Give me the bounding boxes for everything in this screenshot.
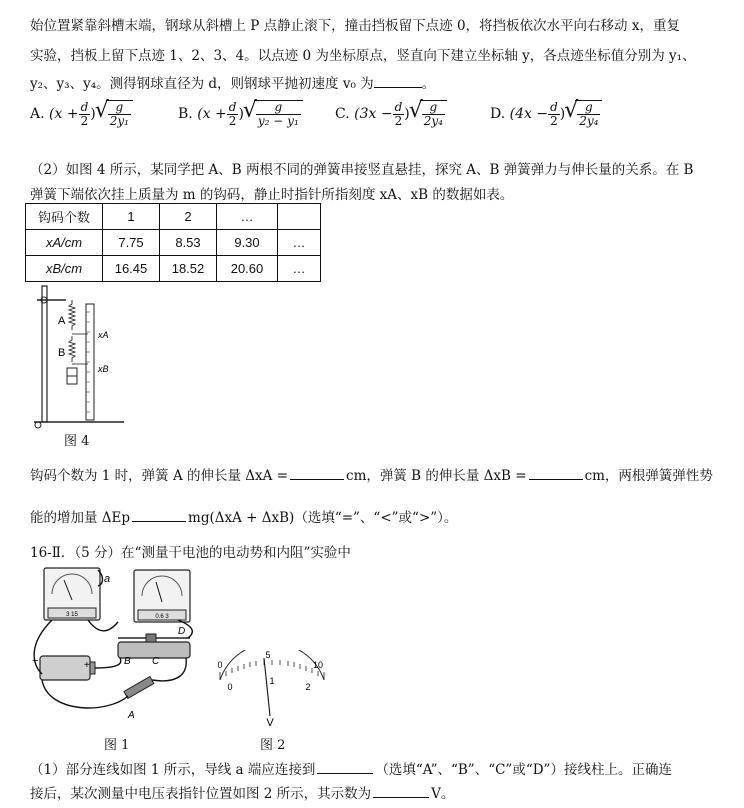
option-d-frac: $\frac{d}{2}$ (550, 99, 558, 128)
question-elongation (30, 464, 713, 484)
intro-line-3 (30, 72, 435, 92)
table-cell: 2 (160, 204, 217, 230)
answer-blank-wire-terminal[interactable] (317, 759, 373, 774)
part16-title: 16-Ⅱ．（5 分）在“测量干电池的电动势和内阻”实验中 (30, 545, 351, 561)
question-1-text-3: 接后，某次测量中电压表指针位置如图 2 所示，其示数为 (30, 786, 372, 802)
table-cell: 1 (103, 204, 160, 230)
table-cell: 16.45 (103, 256, 160, 282)
part2-line-1: （2）如图 4 所示，某同学把 A、B 两根不同的弹簧串接竖直悬挂，探究 A、B 弹簧弹力与伸长量的关系。在 B (30, 162, 694, 178)
option-c[interactable] (335, 100, 447, 128)
figure-1-circuit (28, 564, 208, 732)
table-cell: … (217, 204, 278, 230)
figure-2-caption: 图 2 (260, 738, 286, 753)
fig1-label-b: B (124, 656, 131, 667)
option-b-pre: (x + (197, 106, 227, 122)
table-cell: 8.53 (160, 230, 217, 256)
option-d[interactable] (490, 100, 602, 128)
battery-cap (90, 662, 95, 674)
figure-4-spring-apparatus (32, 282, 132, 430)
table-cell: 20.60 (217, 256, 278, 282)
figure-2-voltmeter-dial (212, 650, 332, 730)
table-row (26, 204, 321, 230)
option-a-radical: √ $\frac{g}{\text{2y₁}}$ (106, 100, 133, 128)
spring-b (69, 336, 75, 362)
question-energy-text-1: 能的增加量 ΔEp (30, 510, 131, 526)
option-b[interactable] (178, 100, 303, 128)
stand-rod (42, 286, 47, 422)
fig1-label-a-terminal: A (128, 710, 135, 721)
option-c-radical: √ $\frac{g}{\text{2y₄}}$ (420, 100, 447, 128)
voltmeter-scale-label: 3 15 (66, 612, 78, 618)
option-a-post: ) (90, 106, 96, 122)
dial-needle (264, 658, 270, 716)
option-c-frac: $\frac{d}{2}$ (394, 99, 403, 128)
question-elongation-text-2: cm，弹簧 B 的伸长量 ΔxB = (346, 468, 527, 484)
wire-battery-rheostat (95, 658, 121, 668)
spring-data-table (25, 203, 321, 282)
answer-blank-delta-xb[interactable] (529, 465, 583, 480)
option-d-post: ) (559, 106, 566, 122)
fig4-label-a: A (58, 315, 66, 327)
dial-unit: V (266, 717, 274, 729)
wire-battery-switch (42, 680, 128, 708)
question-1-text-4: V。 (431, 786, 455, 802)
battery-minus: − (32, 655, 39, 667)
table-cell: … (278, 256, 321, 282)
table-cell: 18.52 (160, 256, 217, 282)
answer-blank-v0[interactable] (374, 73, 422, 88)
figure-4-caption: 图 4 (64, 434, 90, 449)
option-b-radical: √ $\frac{g}{\text{y₂ − y₁}}$ (254, 100, 303, 128)
fig1-label-d: D (178, 626, 186, 637)
table-cell: 7.75 (103, 230, 160, 256)
question-1-text-1: （1）部分连线如图 1 所示，导线 a 端应连接到 (30, 762, 316, 778)
rheostat-slider (146, 634, 156, 642)
hook-weight-1 (67, 368, 77, 376)
option-b-frac: $\frac{d}{2}$ (228, 99, 237, 128)
intro-line-3-text: y₂、y₃、y₄。测得钢球直径为 d，则钢球平抛初速度 v₀ 为 (30, 76, 374, 92)
table-row (26, 230, 321, 256)
answer-blank-voltage[interactable] (373, 783, 429, 798)
option-d-radical: √ $\frac{g}{\text{2y₄}}$ (575, 100, 602, 128)
fig1-label-a: a (104, 573, 111, 585)
fig4-label-xb: xB (98, 364, 109, 374)
wire-voltmeter-ammeter (88, 620, 118, 631)
switch (124, 677, 154, 699)
table-cell: 9.30 (217, 230, 278, 256)
option-c-pre: (3x − (354, 106, 393, 122)
table-cell (278, 204, 321, 230)
question-1-line-2 (30, 782, 454, 802)
battery (40, 656, 90, 680)
dial-label-0-bottom: 0 (227, 682, 233, 692)
intro-line-3-end: 。 (421, 76, 436, 92)
battery-plus: + (84, 660, 90, 671)
table-cell: xB/cm (26, 256, 103, 282)
option-b-post: ) (238, 106, 244, 122)
dial-label-0-top: 0 (217, 660, 223, 670)
option-c-letter: C. (335, 106, 350, 122)
dial-label-5: 5 (265, 650, 271, 660)
option-c-post: ) (404, 106, 410, 122)
part2-line-2: 弹簧下端依次挂上质量为 m 的钩码，静止时指针所指刻度 xA、xB 的数据如表。 (30, 187, 514, 203)
option-d-pre: (4x − (509, 106, 549, 122)
option-d-letter: D. (490, 106, 506, 122)
question-1-text-2: （选填“A”、“B”、“C”或“D”）接线柱上。正确连 (375, 762, 672, 778)
dial-label-1: 1 (269, 676, 275, 686)
question-1-line-1 (30, 758, 672, 778)
option-a-letter: A. (30, 106, 45, 122)
answer-blank-energy-compare[interactable] (132, 507, 186, 522)
spring-a (69, 300, 75, 330)
fig1-label-c: C (152, 656, 160, 667)
table-cell: xA/cm (26, 230, 103, 256)
stand-foot (35, 422, 41, 428)
option-a[interactable] (30, 100, 133, 128)
option-b-letter: B. (178, 106, 193, 122)
question-energy (30, 506, 457, 526)
table-cell: … (278, 230, 321, 256)
intro-line-2: 实验，挡板上留下点迹 1、2、3、4。以点迹 0 为坐标原点，竖直向下建立坐标轴 y，各点迹坐标值分别为 y₁、 (30, 48, 696, 64)
option-a-pre: (x + (49, 106, 79, 122)
table-cell: 钩码个数 (26, 204, 103, 230)
hook-weight-2 (67, 376, 77, 384)
question-elongation-text-3: cm，两根弹簧弹性势 (584, 468, 713, 484)
dial-label-10: 10 (312, 660, 324, 670)
question-energy-text-2: mg(ΔxA + ΔxB)（选填“=”、“<”或“>”）。 (188, 510, 458, 526)
intro-line-1: 始位置紧靠斜槽末端，钢球从斜槽上 P 点静止滚下，撞击挡板留下点迹 0，将挡板依次水平向右移动 x，重复 (30, 18, 680, 34)
question-elongation-text-1: 钩码个数为 1 时，弹簧 A 的伸长量 ΔxA = (30, 468, 289, 484)
dial-label-2: 2 (305, 682, 311, 692)
fig4-label-xa: xA (98, 330, 109, 340)
table-row (26, 256, 321, 282)
option-a-frac: $\frac{d}{2}$ (80, 99, 89, 128)
answer-blank-delta-xa[interactable] (290, 465, 344, 480)
fig4-label-b: B (58, 347, 66, 359)
figure-1-caption: 图 1 (104, 738, 130, 753)
ammeter-scale-label: 0.6 3 (155, 614, 169, 620)
